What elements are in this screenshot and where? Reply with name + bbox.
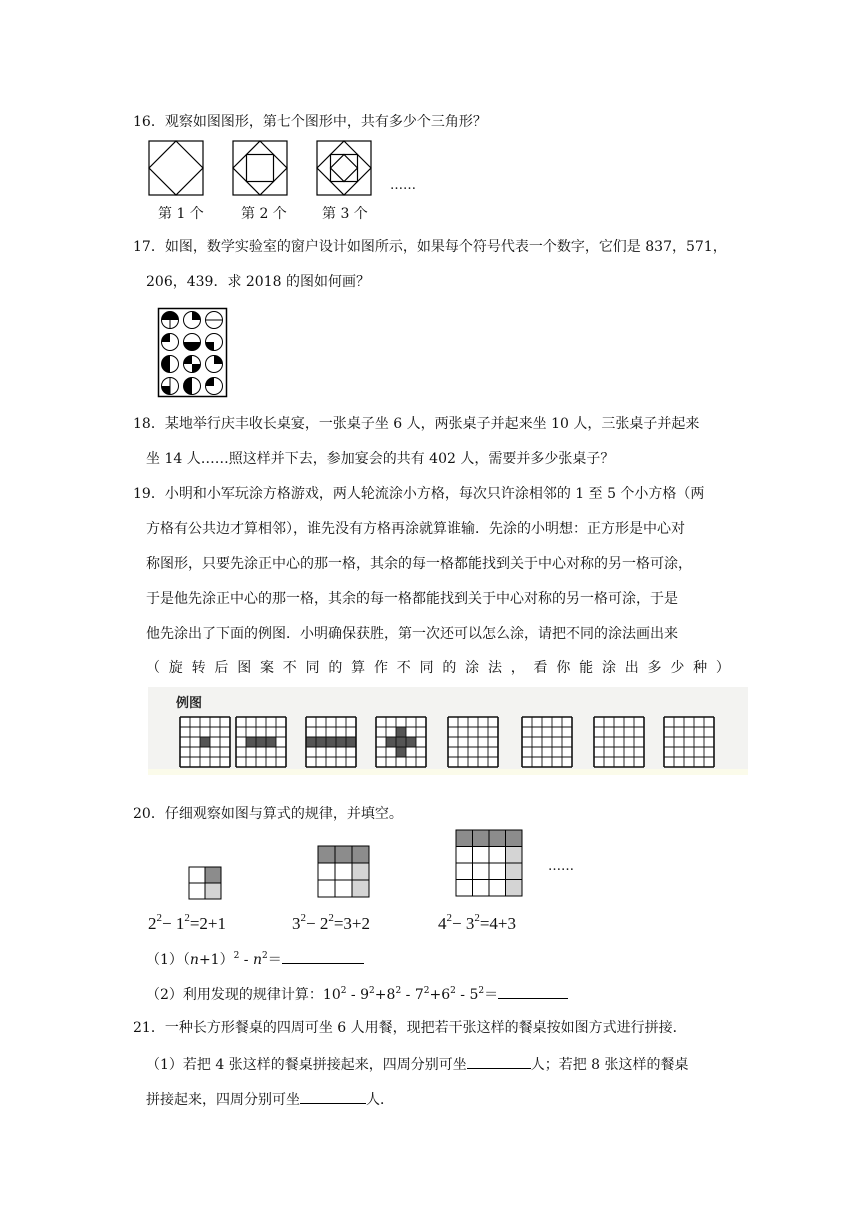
q20-figure-3x3 (318, 846, 369, 897)
q20-cell (456, 863, 473, 880)
q20-subquestion-2: （2）利用发现的规律计算：$10^2 - 9^2+8^2 - 7^2+6^2 - 5^2=$ (146, 983, 568, 1005)
question-17-line-2: 206，439．求 2018 的图如何画？ (146, 274, 370, 290)
q20-formula-3: $4^2- 3^2=4+3$ (438, 912, 517, 933)
q19-grid-6 (522, 717, 572, 767)
q20-cell (506, 880, 523, 897)
q19-line6-char: 同 (419, 660, 434, 676)
q19-filled-cell (396, 737, 406, 747)
q19-example-strip (148, 687, 748, 775)
q19-line6-char: 多 (647, 660, 662, 676)
q19-filled-cell (246, 737, 256, 747)
q20-cell (456, 880, 473, 897)
q17-window-grid (158, 308, 228, 398)
q19-example-label: 例图 (176, 696, 203, 711)
question-19-line-6 (146, 658, 730, 678)
q19-line6-char: ， (510, 660, 525, 676)
q19-filled-cell (306, 737, 316, 747)
q16-figure-1 (149, 141, 203, 195)
q19-line6-char: 涂 (601, 660, 616, 676)
q20-cell (352, 880, 369, 897)
q19-filled-cell (406, 737, 416, 747)
q19-line6-char: 后 (214, 660, 229, 676)
q20-formula-2: $3^2- 2^2=3+2$ (292, 912, 371, 933)
q20-cell (489, 863, 506, 880)
question-21-line-2: （1）若把 4 张这样的餐桌拼接起来，四周分别可坐 人；若把 8 张这样的餐桌 (146, 1053, 689, 1075)
q19-line6-char: 种 (693, 660, 708, 676)
q19-filled-cell (386, 737, 396, 747)
q16-caption-1: 第 1 个 (158, 206, 204, 222)
q19-filled-cell (200, 737, 210, 747)
q20-cell (318, 846, 335, 863)
q20-figure-4x4 (456, 830, 522, 896)
q19-grid-4 (376, 717, 426, 767)
q20-cell (456, 847, 473, 864)
q19-grid-8 (664, 717, 714, 767)
q20-cell (335, 863, 352, 880)
question-21-line-3: 拼接起来，四周分别可坐 人． (146, 1088, 394, 1110)
question-20: 20．仔细观察如图与算式的规律，并填空。 (133, 806, 403, 822)
q19-line6-char: 出 (624, 660, 639, 676)
q19-filled-cell (336, 737, 346, 747)
q20-cell (506, 830, 523, 847)
q20-subquestion-1: $(1)(n+1)^2 - n^2=$ (146, 948, 364, 970)
q19-filled-cell (256, 737, 266, 747)
q19-filled-cell (266, 737, 276, 747)
q20-cell (352, 846, 369, 863)
q19-line6-char: 同 (305, 660, 320, 676)
q19-line6-char: 看 (533, 660, 548, 676)
q20-cell (489, 847, 506, 864)
q20-figure-2x2 (189, 867, 221, 899)
q20-cell (506, 863, 523, 880)
q16-figures (148, 140, 428, 200)
q20-formula-1: $2^2- 1^2=2+1$ (148, 912, 227, 933)
q19-grid-1 (180, 717, 230, 767)
q19-line6-char: 不 (282, 660, 297, 676)
q19-filled-cell (396, 747, 406, 757)
q19-filled-cell (346, 737, 356, 747)
question-16: 16．观察如图图形，第七个图形中，共有多少个三角形？ (133, 114, 487, 130)
q19-grid-7 (594, 717, 644, 767)
q20-cell (335, 846, 352, 863)
question-19-line-3: 称图形，只要先涂正中心的那一格，其余的每一格都能找到关于中心对称的另一格可涂， (146, 556, 692, 572)
q20-cell (473, 880, 490, 897)
q19-grid-5 (448, 717, 498, 767)
q20-cell (506, 847, 523, 864)
q20-cell (489, 880, 506, 897)
q20-cell (456, 830, 473, 847)
q20-cell (352, 863, 369, 880)
question-18-line-1: 18．某地举行庆丰收长桌宴，一张桌子坐 6 人，两张桌子并起来坐 10 人，三张桌子并起来 (133, 416, 700, 432)
q20-cell (335, 880, 352, 897)
question-19-line-5: 他先涂出了下面的例图．小明确保获胜，第一次还可以怎么涂，请把不同的涂法画出来 (146, 626, 678, 642)
question-19-line-1: 19．小明和小军玩涂方格游戏，两人轮流涂小方格，每次只许涂相邻的 1 至 5 个小方格（两 (133, 486, 705, 502)
q16-caption-2: 第 2 个 (241, 206, 287, 222)
q20-cell (318, 880, 335, 897)
q19-filled-cell (316, 737, 326, 747)
q21-answer-blank-1[interactable] (467, 1053, 531, 1069)
q16-figure-3 (317, 141, 371, 195)
q20-answer-blank-1[interactable] (282, 948, 364, 964)
q19-line6-char: 能 (579, 660, 594, 676)
q19-line6-char: 涂 (465, 660, 480, 676)
q19-line6-char: （ (146, 660, 160, 676)
q19-line6-char: 作 (373, 660, 388, 676)
q19-line6-char: 算 (351, 660, 366, 676)
q21-answer-blank-2[interactable] (300, 1088, 366, 1104)
q19-line6-char: 转 (191, 660, 206, 676)
q19-line6-char: 旋 (168, 660, 183, 676)
q19-grid-2 (236, 717, 286, 767)
q20-cell (489, 830, 506, 847)
q19-line6-char: 案 (259, 660, 274, 676)
q20-cell (318, 863, 335, 880)
q19-line6-char: 你 (556, 660, 571, 676)
q19-line6-char: 图 (237, 660, 252, 676)
question-19-line-4: 于是他先涂正中心的那一格，其余的每一格都能找到关于中心对称的另一格可涂，于是 (146, 591, 678, 607)
q20-cell (473, 863, 490, 880)
question-21-line-1: 21．一种长方形餐桌的四周可坐 6 人用餐，现把若干张这样的餐桌按如图方式进行拼接． (133, 1020, 687, 1036)
q16-caption-3: 第 3 个 (322, 206, 368, 222)
q20-ellipsis: …… (548, 859, 574, 874)
q20-cell (473, 847, 490, 864)
q20-square-figures (150, 826, 580, 906)
q19-line6-char: 不 (396, 660, 411, 676)
q19-filled-cell (326, 737, 336, 747)
q20-answer-blank-2[interactable] (498, 983, 568, 999)
q19-filled-cell (396, 727, 406, 737)
q16-ellipsis: …… (390, 178, 416, 193)
question-17-line-1: 17．如图，数学实验室的窗户设计如图所示，如果每个符号代表一个数字，它们是 837，571， (133, 239, 727, 255)
q19-grid-3 (306, 717, 356, 767)
q19-line6-char: 的 (328, 660, 343, 676)
q19-line6-char: 法 (487, 660, 502, 676)
q19-line6-char: 少 (670, 660, 685, 676)
q16-figure-2 (233, 141, 287, 195)
question-18-line-2: 坐 14 人……照这样并下去，参加宴会的共有 402 人，需要并多少张桌子？ (146, 451, 615, 467)
q19-line6-char: 的 (442, 660, 457, 676)
question-19-line-2: 方格有公共边才算相邻），谁先没有方格再涂就算谁输．先涂的小明想：正方形是中心对 (146, 521, 685, 537)
q19-line6-char: ） (715, 660, 730, 676)
q20-cell (473, 830, 490, 847)
